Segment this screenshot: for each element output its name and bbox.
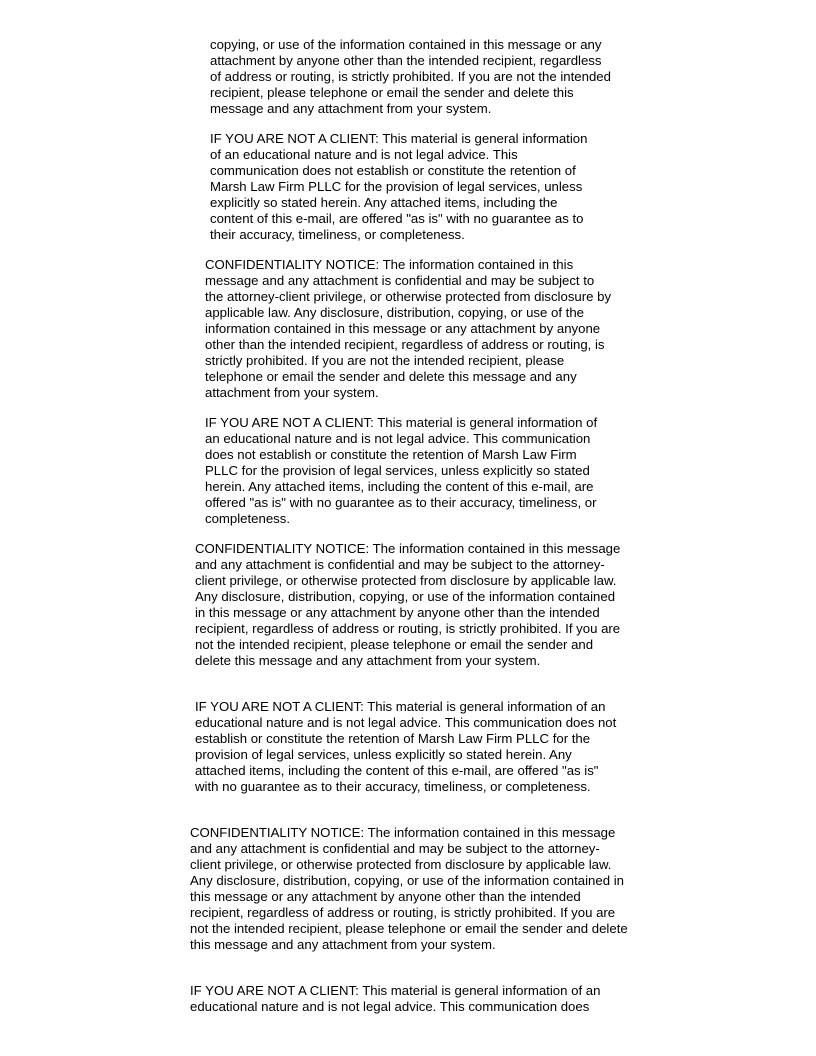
client-disclaimer [210, 131, 596, 243]
paragraph-text: IF YOU ARE NOT A CLIENT: This material is general information of an educational nature and is not legal advice. This communication does [190, 983, 601, 1014]
confidentiality-notice [190, 825, 630, 953]
paragraph-text: copying, or use of the information contained in this message or any attachment by anyone other than the intended recipient, regardless of address or routing, is strictly prohibited. If you are not the intended recipient, please telephone or email the sender and delete this message and any attachment from your system. [210, 37, 611, 116]
paragraph-text: CONFIDENTIALITY NOTICE: The information contained in this message and any attachment is confidential and may be subject to the attorney-client privilege, or otherwise protected from disclosure by applicable law. Any disclosure, distribution, copying, or use of the information contained in this message or any attachment by anyone other than the intended recipient, regardless of address or routing, is strictly prohibited. If you are not the intended recipient, please telephone or email the sender and delete this message and any attachment from your system. [205, 257, 612, 400]
paragraph-text: CONFIDENTIALITY NOTICE: The information contained in this message and any attachment is confidential and may be subject to the attorney-client privilege, or otherwise protected from disclosure by applicable law. Any disclosure, distribution, copying, or use of the information contained in this message or any attachment by anyone other than the intended recipient, regardless of address or routing, is strictly prohibited. If you are not the intended recipient, please telephone or email the sender and delete this message and any attachment from your system. [195, 541, 621, 668]
paragraph-text: IF YOU ARE NOT A CLIENT: This material is general information of an educational nature and is not legal advice. This communication does not establish or constitute the retention of Marsh Law Firm PLLC for the provision of legal services, unless explicitly so stated herein. Any attached items, including the content of this e-mail, are offered "as is" with no guarantee as to their accuracy, timeliness, or completeness. [195, 699, 617, 794]
paragraph-text: CONFIDENTIALITY NOTICE: The information contained in this message and any attachment is confidential and may be subject to the attorney-client privilege, or otherwise protected from disclosure by applicable law. Any disclosure, distribution, copying, or use of the information contained in this message or any attachment by anyone other than the intended recipient, regardless of address or routing, is strictly prohibited. If you are not the intended recipient, please telephone or email the sender and delete this message and any attachment from your system. [190, 825, 628, 952]
paragraph-text: IF YOU ARE NOT A CLIENT: This material is general information of an educational nature and is not legal advice. This communication does not establish or constitute the retention of Marsh Law Firm PLLC for the provision of legal services, unless explicitly so stated herein. Any attached items, including the content of this e-mail, are offered "as is" with no guarantee as to their accuracy, timeliness, or completeness. [205, 415, 598, 526]
client-disclaimer-fragment [190, 983, 630, 1015]
client-disclaimer [205, 415, 613, 527]
paragraph-text: IF YOU ARE NOT A CLIENT: This material is general information of an educational nature and is not legal advice. This communication does not establish or constitute the retention of Marsh Law Firm PLLC for the provision of legal services, unless explicitly so stated herein. Any attached items, including the content of this e-mail, are offered "as is" with no guarantee as to their accuracy, timeliness, or completeness. [210, 131, 588, 242]
confidentiality-notice [195, 541, 627, 669]
confidentiality-notice [205, 257, 613, 401]
confidentiality-notice-fragment [210, 37, 614, 117]
client-disclaimer [195, 699, 619, 795]
